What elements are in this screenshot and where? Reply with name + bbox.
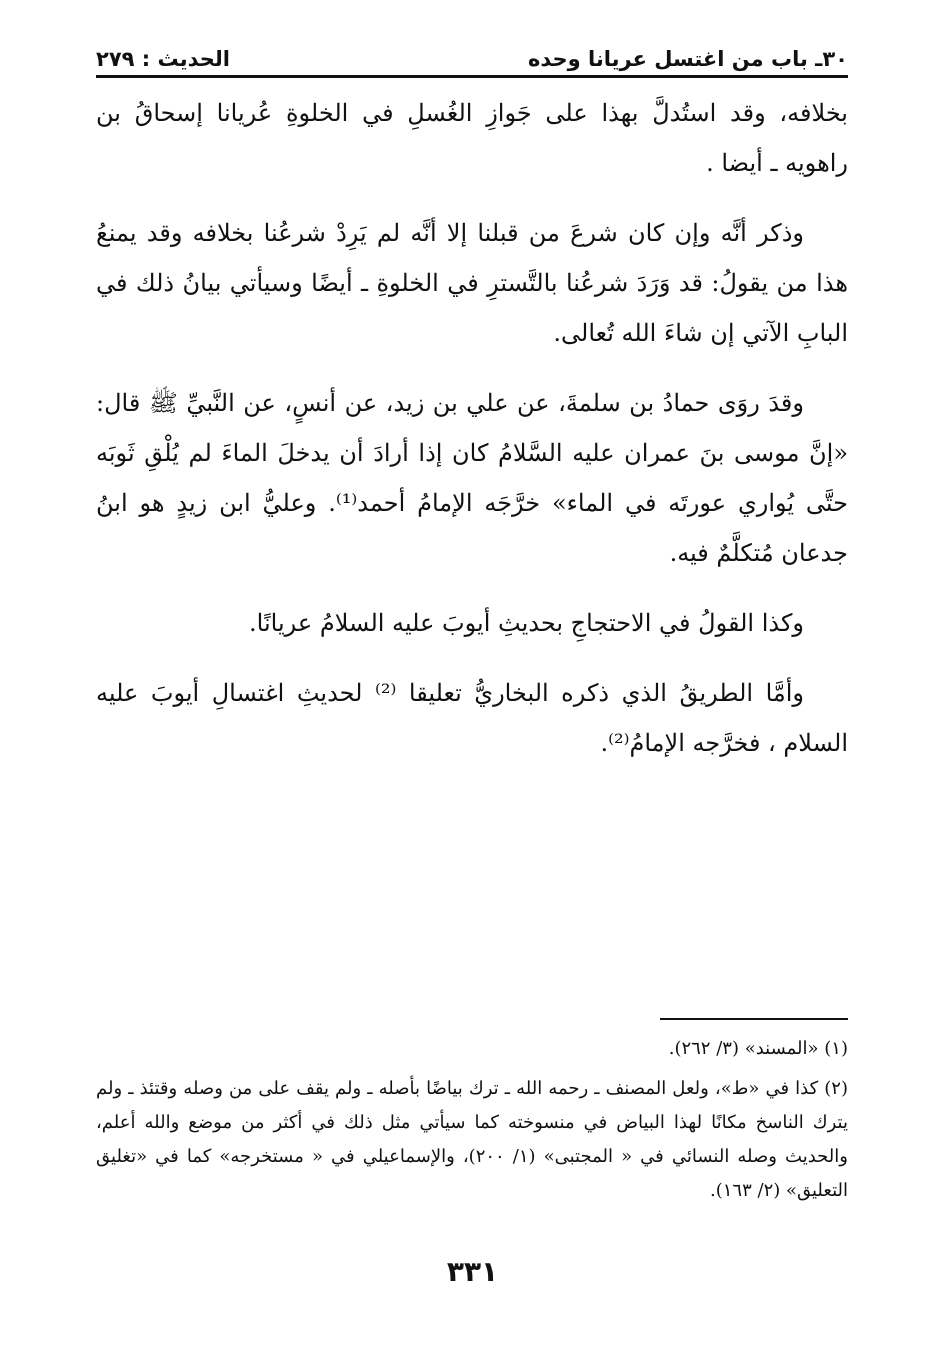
paragraph-5: وأمَّا الطريقُ الذي ذكره البخاريُّ تعليقا ⁽²⁾ لحديثِ اغتسالِ أيوبَ عليه السلام ، فخرَّجه الإمامُ⁽²⁾. — [96, 679, 848, 757]
footnotes — [96, 1032, 848, 1214]
main-text — [96, 88, 848, 788]
page-number: ٣٣١ — [446, 1255, 499, 1288]
paragraph-4: وكذا القولُ في الاحتجاجِ بحديثِ أيوبَ عليه السلامُ عريانًا. — [249, 609, 804, 637]
hadith-number: الحديث : ٢٧٩ — [96, 47, 230, 71]
running-header — [96, 38, 848, 78]
footnote-divider — [660, 1018, 848, 1020]
chapter-title: ٣٠ـ باب من اغتسل عريانا وحده — [527, 47, 848, 71]
footnote-1: (١) «المسند» (٣/ ٢٦٢). — [668, 1038, 848, 1059]
paragraph-1: بخلافه، وقد استُدلَّ بهذا على جَوازِ الغُسلِ في الخلوةِ عُريانا إسحاقُ بن راهويه ـ أيضا . — [96, 99, 848, 177]
paragraph-3: وقدَ روَى حمادُ بن سلمةَ، عن علي بن زيد، عن أنسٍ، عن النَّبيِّ ﷺ قال: «إنَّ موسى بنَ عمران عليه السَّلامُ كان إذا أرادَ أن يدخلَ الماءَ لم يُلْقِ ثَوبَه حتَّى يُواري عورتَه في الماء» خرَّجَه الإمامُ أحمد⁽¹⁾. وعليُّ ابن زيدٍ هو ابنُ جدعان مُتكلَّمٌ فيه. — [96, 389, 849, 567]
footnote-2: (٢) كذا في «ط»، ولعل المصنف ـ رحمه الله ـ ترك بياضًا بأصله ـ ولم يقف على من وصله وقتئذ ـ ولم يترك الناسخ مكانًا لهذا البياض في منسوخته كما سيأتي مثل ذلك في أكثر من موضع والله أعلم، والحديث وصله النسائي في « المجتبى» (١/ ٢٠٠)، والإسماعيلي في « مستخرجه» كما في «تغليق التعليق» (٢/ ١٦٣). — [96, 1078, 848, 1201]
paragraph-2: وذكر أنَّه وإن كان شرعَ من قبلنا إلا أنَّه لم يَرِدْ شرعُنا بخلافه وقد يمنعُ هذا من يقولُ: قد وَرَدَ شرعُنا بالتَّسترِ في الخلوةِ ـ أيضًا وسيأتي بيانُ ذلك في البابِ الآتي إن شاءَ الله تُعالى. — [96, 219, 848, 347]
